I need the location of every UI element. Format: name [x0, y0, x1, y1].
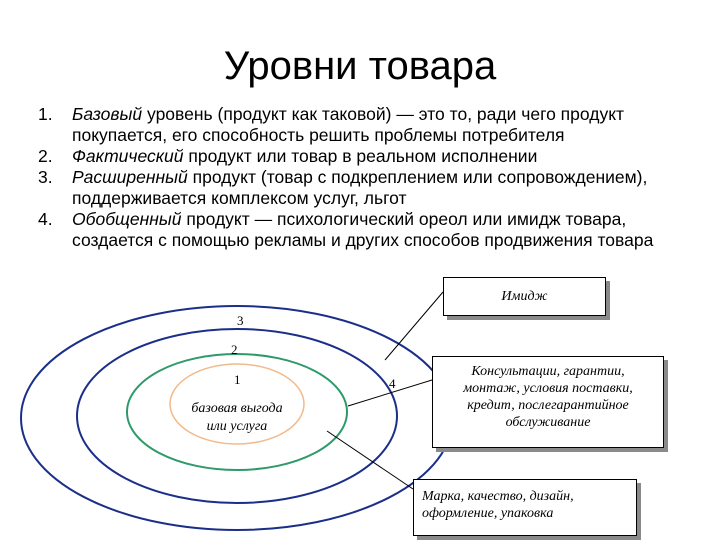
callout-image-text: Имидж: [501, 289, 548, 304]
core-text-line-2: или услуга: [206, 419, 268, 434]
item-term: Базовый: [72, 104, 143, 124]
item-term: Расширенный: [72, 167, 188, 187]
item-text: продукт (товар с подкреплением или сопровождением), поддерживается комплексом услуг, льгот: [72, 167, 648, 208]
ring-label-2: 2: [231, 342, 238, 357]
core-text-line-1: базовая выгода: [191, 401, 283, 416]
callout-brand: [413, 479, 637, 536]
item-number: 1.: [38, 104, 53, 124]
item-text: продукт или товар в реальном исполнении: [183, 146, 538, 166]
ring-label-4: 4: [389, 376, 396, 391]
callout-service-line: кредит, послегарантийное: [467, 398, 629, 413]
ring-level-4: [21, 306, 453, 530]
slide-title: Уровни товара: [223, 44, 497, 88]
item-number: 3.: [38, 167, 53, 187]
connector-brand: [327, 431, 413, 489]
connector-image: [385, 292, 443, 360]
callout-service-line: Консультации, гарантии,: [471, 364, 625, 379]
item-term: Обобщенный: [72, 209, 182, 229]
item-term: Фактический: [72, 146, 184, 166]
ring-label-3: 3: [237, 313, 244, 328]
ring-label-1: 1: [234, 372, 241, 387]
callout-service: [432, 356, 664, 448]
item-text: продукт — психологический ореол или имидж товара, создается с помощью рекламы и других способов продвижения товара: [72, 209, 654, 250]
callout-image: [443, 277, 606, 316]
item-number: 4.: [38, 209, 53, 229]
callout-service-line: монтаж, условия поставки,: [463, 381, 633, 396]
item-number: 2.: [38, 146, 53, 166]
callout-brand-line: оформление, упаковка: [422, 506, 554, 521]
callout-service-line: обслуживание: [505, 415, 591, 430]
callout-brand-line: Марка, качество, дизайн,: [422, 489, 574, 504]
item-text: уровень (продукт как таковой) — это то, ради чего продукт покупается, его способность решить проблемы потребителя: [72, 104, 625, 145]
